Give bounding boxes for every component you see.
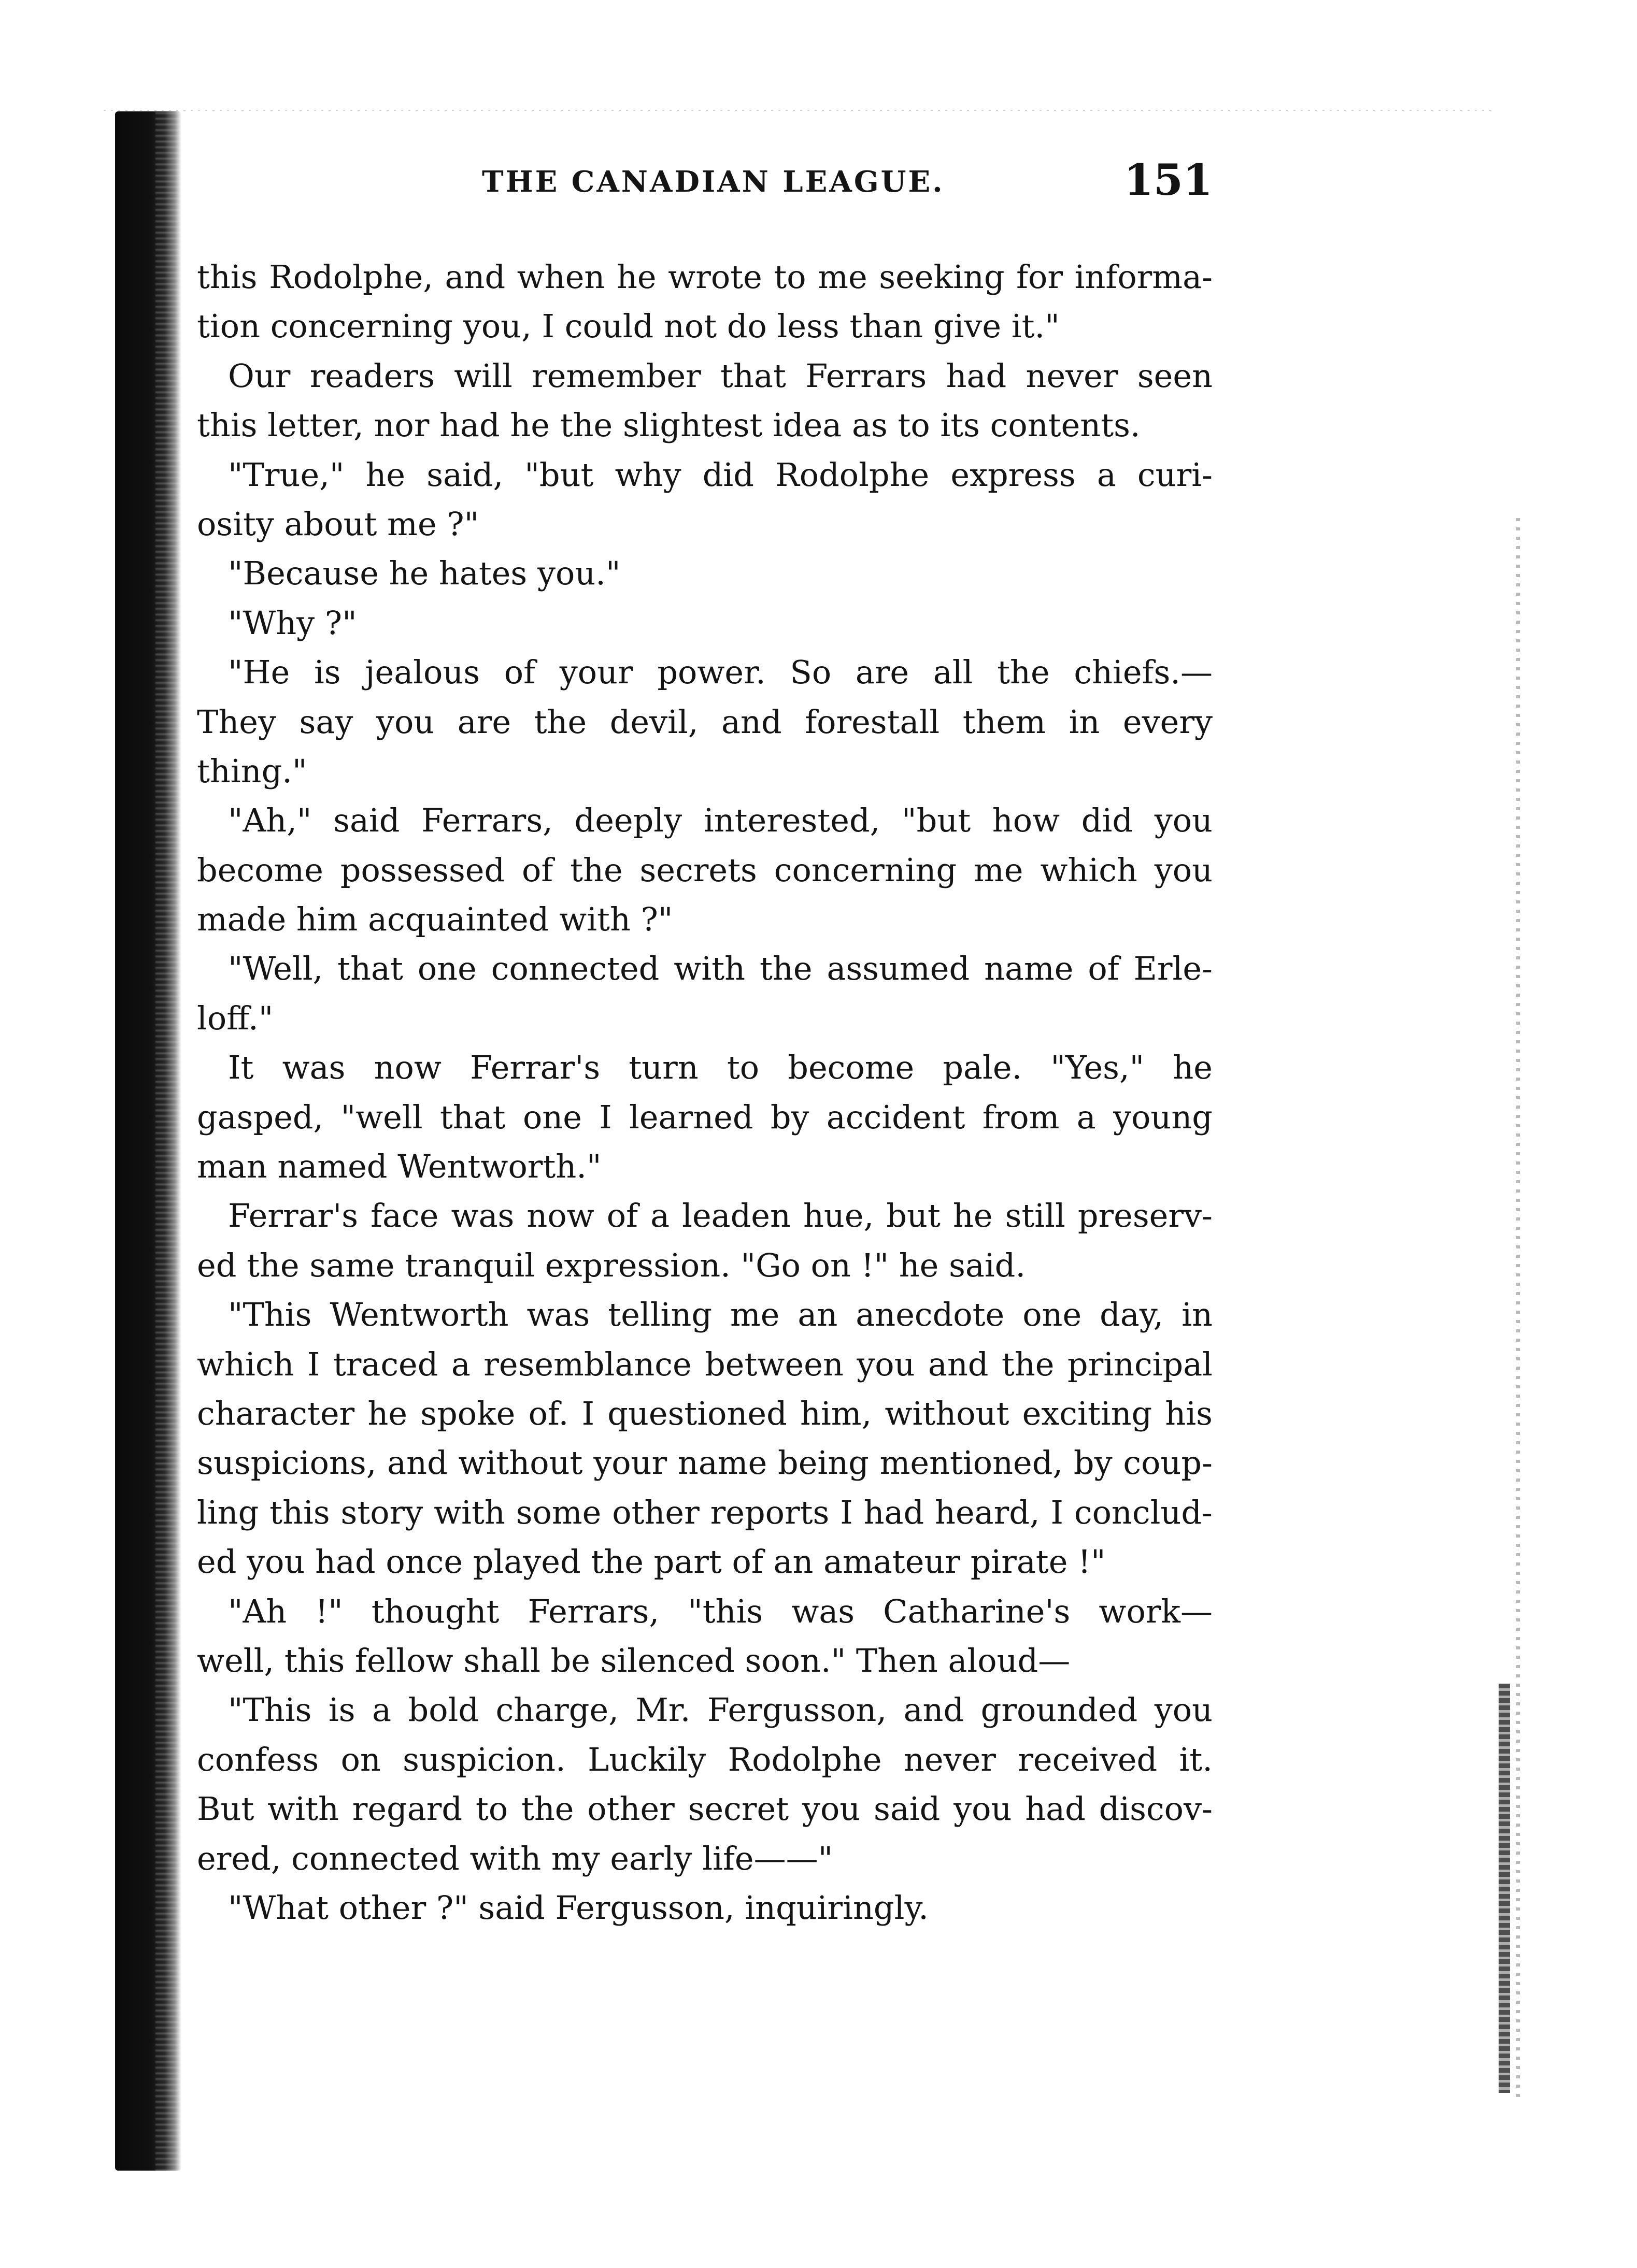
text-line: "Ah," said Ferrars, deeply interested, "but how did you [228, 801, 1213, 840]
text-line: well, this fellow shall be silenced soon." Then aloud— [197, 1641, 1071, 1680]
page-top-edge [104, 110, 1492, 111]
text-line: suspicions, and without your name being mentioned, by coup- [197, 1444, 1213, 1482]
right-page-edge-dark [1499, 1684, 1510, 2093]
text-line: become possessed of the secrets concerning me which you [197, 851, 1213, 889]
text-line: this letter, nor had he the slightest idea as to its contents. [197, 406, 1141, 444]
text-line: Our readers will remember that Ferrars had never seen [228, 356, 1213, 395]
text-line: "Because he hates you." [228, 554, 621, 593]
text-line: gasped, "well that one I learned by accident from a young [197, 1098, 1213, 1136]
page-number: 151 [1123, 155, 1213, 205]
text-line: "Why ?" [228, 604, 357, 642]
text-line: osity about me ?" [197, 505, 479, 543]
text-line: tion concerning you, I could not do less than give it." [197, 307, 1060, 346]
text-line: "What other ?" said Fergusson, inquiringly. [228, 1888, 929, 1927]
running-header [197, 155, 1213, 207]
text-line: this Rodolphe, and when he wrote to me seeking for informa- [197, 258, 1213, 296]
text-line: It was now Ferrar's turn to become pale. "Yes," he [228, 1049, 1213, 1087]
text-line: But with regard to the other secret you said you had discov- [197, 1790, 1213, 1828]
text-line: Ferrar's face was now of a leaden hue, but he still preserv- [228, 1197, 1213, 1235]
text-line: confess on suspicion. Luckily Rodolphe never received it. [197, 1740, 1213, 1778]
running-title: THE CANADIAN LEAGUE. [482, 165, 945, 199]
text-line: ed the same tranquil expression. "Go on !" he said. [197, 1246, 1026, 1284]
text-line: character he spoke of. I questioned him, without exciting his [197, 1394, 1213, 1432]
text-line: loff." [197, 999, 274, 1037]
text-line: "True," he said, "but why did Rodolphe express a curi- [228, 455, 1213, 494]
right-page-edge [1516, 518, 1520, 2098]
text-line: "He is jealous of your power. So are all the chiefs.— [228, 653, 1213, 692]
text-line: "This is a bold charge, Mr. Fergusson, and grounded you [228, 1691, 1213, 1729]
text-line: ling this story with some other reports I had heard, I conclud- [197, 1493, 1213, 1531]
facing-page-margin [0, 0, 135, 2268]
body-text [197, 252, 1213, 1932]
text-line: man named Wentworth." [197, 1147, 602, 1186]
binding-gutter-texture [155, 111, 187, 2171]
text-line: thing." [197, 752, 307, 790]
text-line: ed you had once played the part of an amateur pirate !" [197, 1543, 1106, 1581]
text-line: which I traced a resemblance between you and the principal [197, 1345, 1213, 1383]
text-line: "This Wentworth was telling me an anecdote one day, in [228, 1296, 1213, 1334]
text-line: ered, connected with my early life——" [197, 1839, 833, 1877]
text-line: They say you are the devil, and forestall them in every [197, 702, 1213, 741]
text-line: "Ah !" thought Ferrars, "this was Catharine's work— [228, 1592, 1213, 1630]
text-line: "Well, that one connected with the assumed name of Erle- [228, 950, 1213, 988]
text-line: made him acquainted with ?" [197, 900, 673, 939]
